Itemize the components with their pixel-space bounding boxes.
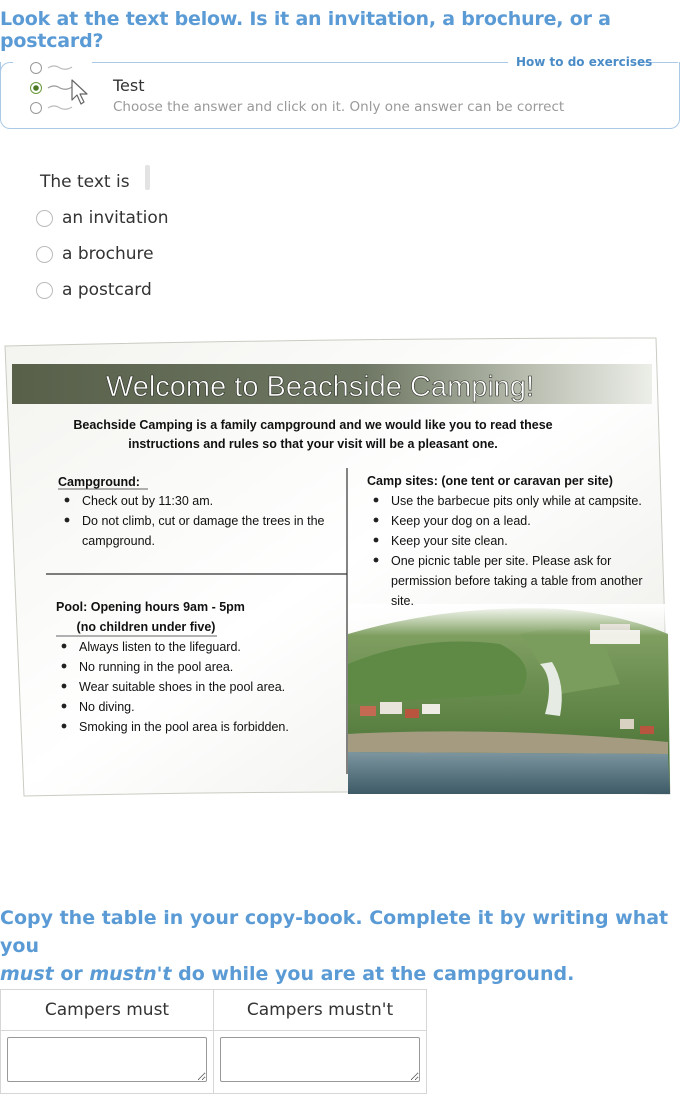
answer-blank xyxy=(145,165,150,190)
campsites-item: One picnic table per site. Please ask for xyxy=(391,554,612,568)
option-label[interactable]: a brochure xyxy=(62,244,154,264)
task-line1: Copy the table in your copy-book. Complete it by writing what you xyxy=(0,907,669,957)
campsites-item: site. xyxy=(391,594,414,608)
flyer-intro-line2: instructions and rules so that your visit will be a pleasant one. xyxy=(128,437,498,451)
table-cell xyxy=(1,1031,214,1094)
pool-item: No running in the pool area. xyxy=(79,660,234,674)
howto-box-corner xyxy=(0,62,13,75)
option-an-invitation[interactable] xyxy=(36,207,169,229)
how-to-do-exercises-link[interactable]: How to do exercises xyxy=(516,55,653,69)
question-stem: The text is xyxy=(40,172,130,192)
pool-item: No diving. xyxy=(79,700,135,714)
task-line2-rest: do while you are at the campground. xyxy=(171,963,575,985)
campground-heading: Campground: xyxy=(58,475,140,489)
option-label[interactable]: an invitation xyxy=(62,208,169,228)
campsites-item: Keep your site clean. xyxy=(391,534,508,548)
flyer-photo xyxy=(348,604,670,794)
radio-button[interactable] xyxy=(36,246,53,263)
pool-heading-line2: (no children under five) xyxy=(76,620,216,634)
question-title: Look at the text below. Is it an invitation, a brochure, or a postcard? xyxy=(0,8,611,52)
task-mustnt: mustn't xyxy=(89,963,172,985)
test-description: Choose the answer and click on it. Only one answer can be correct xyxy=(113,99,565,115)
column-header-campers-mustnt: Campers mustn't xyxy=(214,990,427,1031)
radio-button[interactable] xyxy=(36,282,53,299)
campers-mustnt-textarea[interactable] xyxy=(220,1037,420,1082)
flyer-intro-line1: Beachside Camping is a family campground and we would like you to read these xyxy=(73,418,553,432)
radio-button[interactable] xyxy=(36,210,53,227)
camping-flyer-image xyxy=(0,334,700,804)
option-label[interactable]: a postcard xyxy=(62,280,152,300)
test-title: Test xyxy=(113,76,145,95)
campsites-item: Keep your dog on a lead. xyxy=(391,514,531,528)
flyer-title: Welcome to Beachside Camping! xyxy=(105,371,535,403)
table-cell xyxy=(214,1031,427,1094)
test-type-icon xyxy=(28,60,90,118)
task-instruction xyxy=(0,904,690,988)
pool-heading-line1: Pool: Opening hours 9am - 5pm xyxy=(56,600,245,614)
campers-must-textarea[interactable] xyxy=(7,1037,207,1082)
howto-box-top-line xyxy=(92,62,508,63)
pool-item: Always listen to the lifeguard. xyxy=(79,640,241,654)
option-a-postcard[interactable] xyxy=(36,279,152,301)
campsites-item: permission before taking a table from another xyxy=(391,574,643,588)
answer-table xyxy=(0,989,427,1094)
task-must: must xyxy=(0,963,54,985)
campground-item: Check out by 11:30 am. xyxy=(82,494,214,508)
campsites-heading: Camp sites: (one tent or caravan per site) xyxy=(367,474,613,488)
campground-item: campground. xyxy=(82,534,155,548)
pool-item: Smoking in the pool area is forbidden. xyxy=(79,720,289,734)
campsites-item: Use the barbecue pits only while at campsite. xyxy=(391,494,642,508)
howto-box xyxy=(0,62,680,129)
option-a-brochure[interactable] xyxy=(36,243,154,265)
campground-item: Do not climb, cut or damage the trees in the xyxy=(82,514,325,528)
task-or: or xyxy=(53,963,90,985)
column-header-campers-must: Campers must xyxy=(1,990,214,1031)
pool-item: Wear suitable shoes in the pool area. xyxy=(79,680,286,694)
